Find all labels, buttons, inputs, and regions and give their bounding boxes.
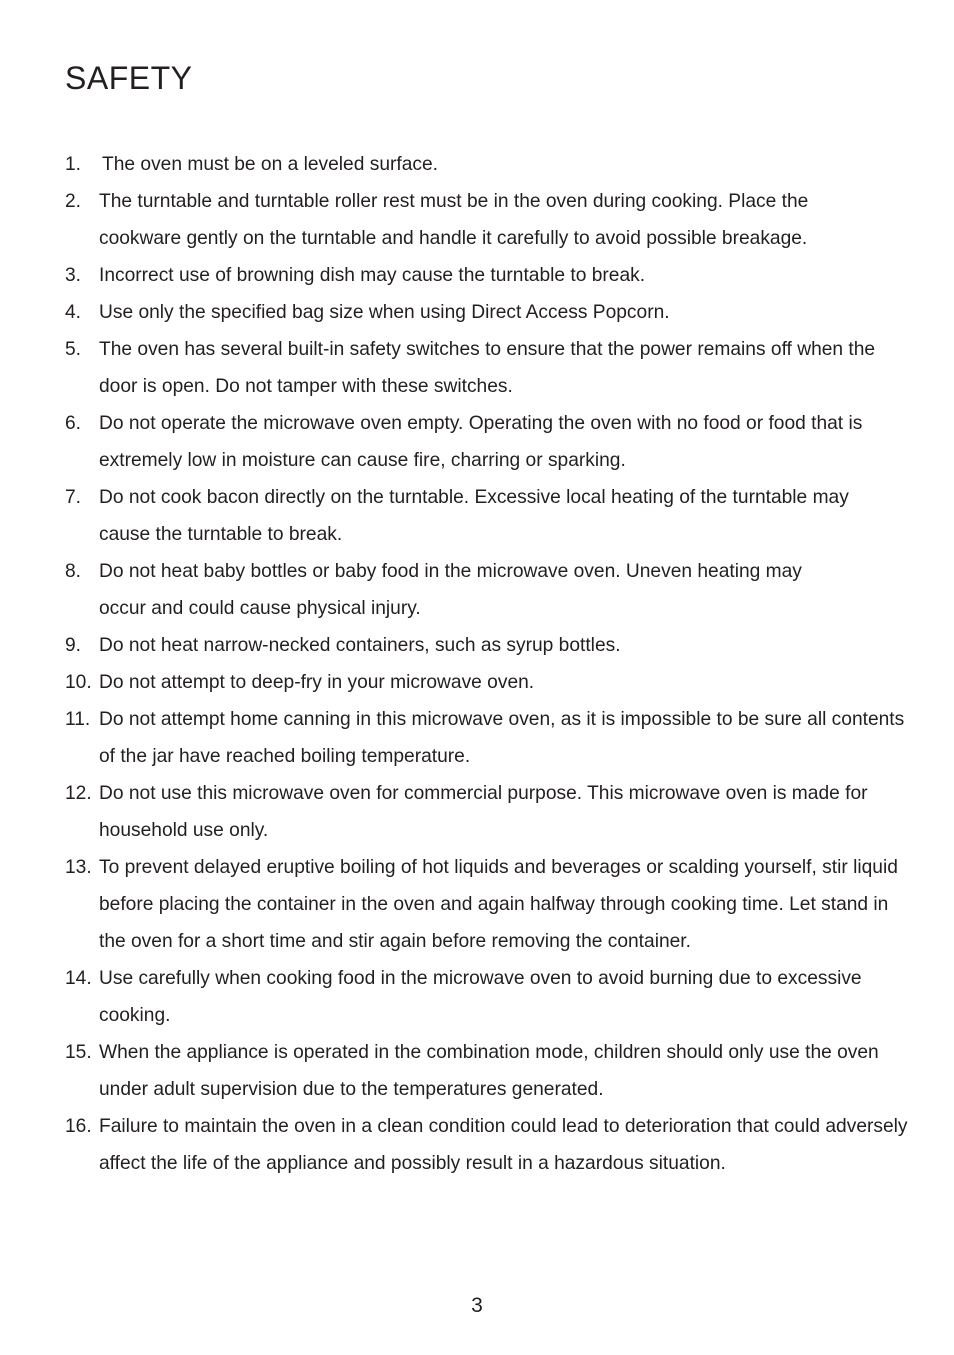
item-number: 5. <box>65 339 82 360</box>
item-number: 1. <box>65 154 82 175</box>
item-text: Use carefully when cooking food in the microwave oven to avoid burning due to excessive cooking. <box>99 968 862 1026</box>
item-text: Do not attempt home canning in this microwave oven, as it is impossible to be sure all contents of the jar have reached boiling temperature. <box>99 709 905 767</box>
list-item <box>65 331 909 405</box>
list-item <box>65 405 909 479</box>
list-item <box>65 701 909 775</box>
list-item <box>65 294 909 331</box>
item-text: Do not heat narrow-necked containers, such as syrup bottles. <box>99 635 621 656</box>
list-item <box>65 775 909 849</box>
list-item <box>65 960 879 1034</box>
list-item <box>65 183 869 257</box>
item-text: The oven has several built-in safety switches to ensure that the power remains off when the door is open. Do not tamper with these switches. <box>99 339 876 397</box>
item-number: 4. <box>65 302 82 323</box>
list-item <box>65 553 829 627</box>
item-text: To prevent delayed eruptive boiling of hot liquids and beverages or scalding yourself, stir liquid before placing the container in the oven and again halfway through cooking time. Let stand in the oven for a short time and stir again before removing the container. <box>99 857 898 952</box>
list-item <box>65 664 909 701</box>
page-number: 3 <box>471 1294 483 1317</box>
item-number: 11. <box>65 709 91 730</box>
list-item <box>65 257 909 294</box>
item-text: Failure to maintain the oven in a clean condition could lead to deterioration that could adversely affect the life of the appliance and possibly result in a hazardous situation. <box>99 1116 908 1174</box>
list-item <box>65 146 909 183</box>
item-text: The turntable and turntable roller rest must be in the oven during cooking. Place the cookware gently on the turntable and handle it carefully to avoid possible breakage. <box>99 191 809 249</box>
item-text: The oven must be on a leveled surface. <box>102 154 438 175</box>
item-text: Do not heat baby bottles or baby food in the microwave oven. Uneven heating may occur and could cause physical injury. <box>99 561 802 619</box>
safety-list <box>65 146 910 1182</box>
item-number: 15. <box>65 1042 92 1063</box>
item-number: 6. <box>65 413 82 434</box>
list-item <box>65 1034 909 1108</box>
list-item <box>65 479 869 553</box>
item-text: Use only the specified bag size when using Direct Access Popcorn. <box>99 302 670 323</box>
item-number: 7. <box>65 487 82 508</box>
item-text: Do not use this microwave oven for commercial purpose. This microwave oven is made for household use only. <box>99 783 868 841</box>
item-number: 10. <box>65 672 92 693</box>
item-text: Do not attempt to deep-fry in your microwave oven. <box>99 672 535 693</box>
item-text: Incorrect use of browning dish may cause the turntable to break. <box>99 265 646 286</box>
item-number: 3. <box>65 265 82 286</box>
item-number: 8. <box>65 561 82 582</box>
item-number: 13. <box>65 857 92 878</box>
item-number: 9. <box>65 635 82 656</box>
list-item <box>65 1108 909 1182</box>
list-item <box>65 849 909 960</box>
item-number: 2. <box>65 191 82 212</box>
list-item <box>65 627 909 664</box>
page-title: SAFETY <box>65 60 193 96</box>
item-text: When the appliance is operated in the combination mode, children should only use the oven under adult supervision due to the temperatures generated. <box>99 1042 879 1100</box>
item-number: 16. <box>65 1116 92 1137</box>
item-text: Do not cook bacon directly on the turntable. Excessive local heating of the turntable may cause the turntable to break. <box>99 487 849 545</box>
item-text: Do not operate the microwave oven empty. Operating the oven with no food or food that is extremely low in moisture can cause fire, charring or sparking. <box>99 413 863 471</box>
item-number: 12. <box>65 783 92 804</box>
item-number: 14. <box>65 968 92 989</box>
